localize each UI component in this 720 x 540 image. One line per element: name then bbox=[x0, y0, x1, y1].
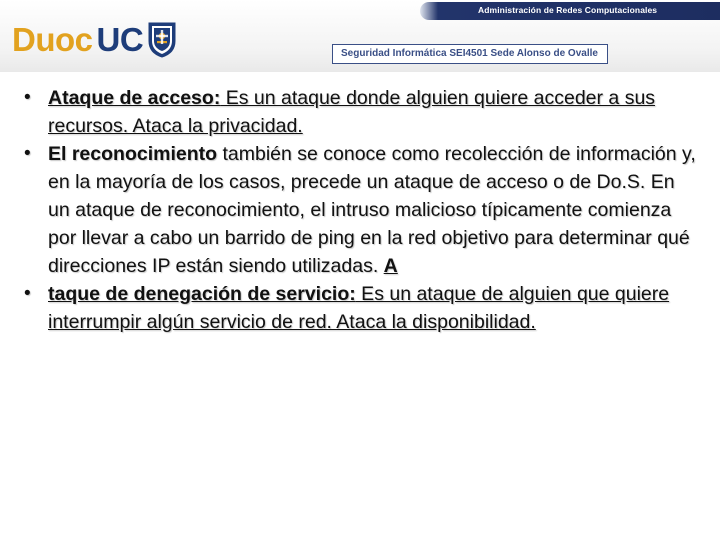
uc-seal-icon bbox=[145, 19, 179, 59]
bullet-text: Es un ataque de alguien que quiere interrumpir algún servicio de red. Ataca la disponibilidad. bbox=[48, 283, 670, 333]
bullet-item-reconnaissance bbox=[20, 140, 700, 280]
bullet-dot-icon: • bbox=[24, 87, 31, 108]
header-band bbox=[0, 0, 720, 72]
bullet-item-access-attack bbox=[20, 84, 700, 140]
bullet-term: El reconocimiento bbox=[48, 143, 218, 165]
bullet-list bbox=[20, 84, 700, 336]
logo-uc-text: UC bbox=[96, 20, 144, 58]
bullet-text: también se conoce como recolección de información y, en la mayoría de los casos, precede un ataque de acceso o de Do.S. En un ataque de reconocimiento, el intruso malicioso típicamente comienza por llevar a cabo un barrido de ping en la red objetivo para determinar qué direcciones IP están siendo utilizadas. bbox=[48, 143, 696, 277]
bullet-tail: A bbox=[383, 255, 398, 277]
bullet-text: Es un ataque donde alguien quiere acceder a sus recursos. Ataca la privacidad. bbox=[48, 87, 656, 137]
top-banner-text: Administración de Redes Computacionales bbox=[478, 5, 658, 15]
course-label: Seguridad Informática SEI4501 Sede Alonso de Ovalle bbox=[341, 48, 598, 59]
bullet-dot-icon: • bbox=[24, 143, 31, 164]
bullet-item-denial-of-service bbox=[20, 280, 700, 336]
top-banner bbox=[420, 2, 720, 20]
course-label-box bbox=[332, 44, 608, 64]
logo-duoc-text: Duoc bbox=[12, 20, 93, 58]
duoc-uc-logo bbox=[12, 16, 179, 62]
bullet-term: taque de denegación de servicio: bbox=[48, 283, 356, 305]
bullet-dot-icon: • bbox=[24, 283, 31, 304]
slide-body bbox=[20, 84, 700, 336]
bullet-term: Ataque de acceso: bbox=[48, 87, 221, 109]
